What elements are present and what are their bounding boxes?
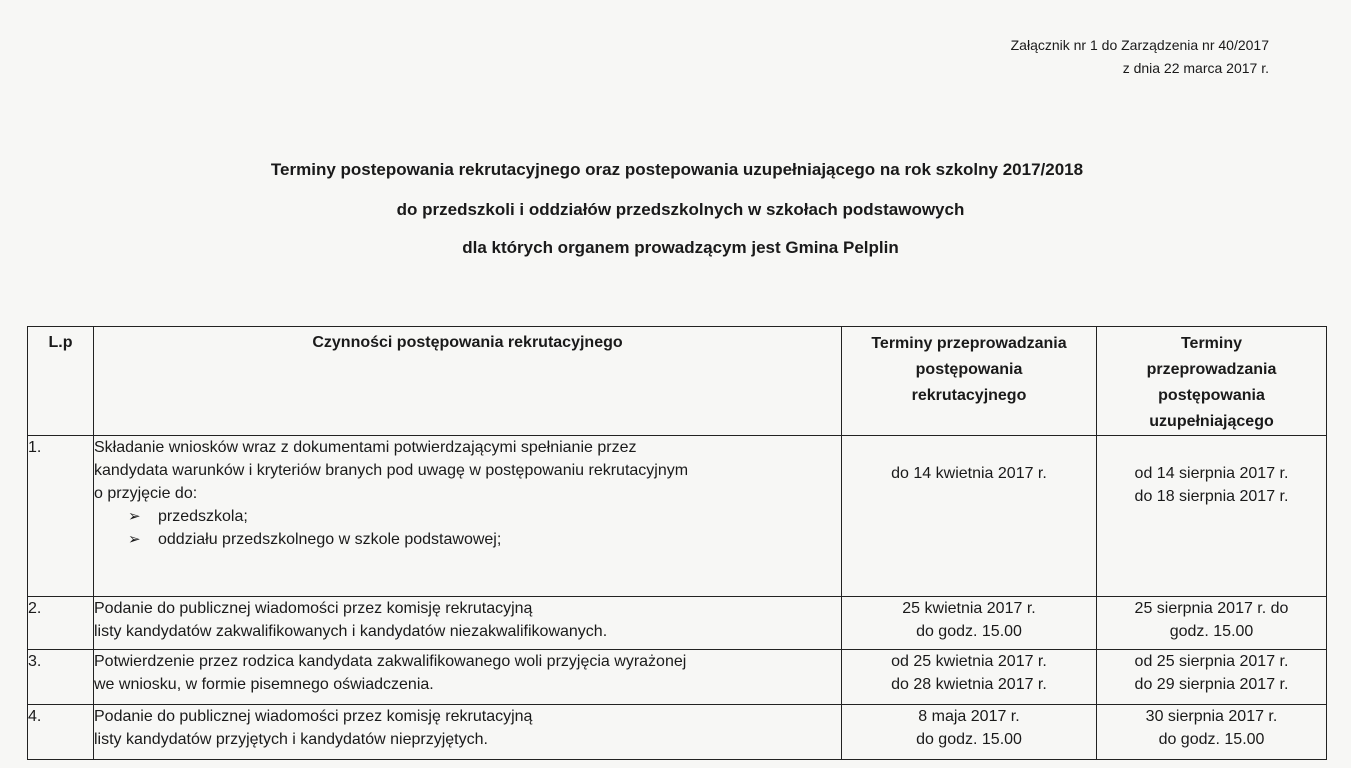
header-number: L.p [28, 327, 94, 436]
activity-line: Podanie do publicznej wiadomości przez komisję rekrutacyjną [94, 600, 533, 617]
header-term-supp-line: postępowania [1158, 387, 1265, 404]
term-line: od 14 sierpnia 2017 r. [1134, 465, 1289, 482]
row-number: 4. [28, 705, 94, 760]
row-number: 3. [28, 650, 94, 705]
activity-line: listy kandydatów przyjętych i kandydatów nieprzyjętych. [94, 731, 488, 748]
annex-line-1: Załącznik nr 1 do Zarządzenia nr 40/2017 [1010, 37, 1269, 53]
header-term-supp-line: Terminy [1180, 335, 1243, 352]
option-list [94, 505, 841, 551]
table-row [28, 597, 1327, 650]
activity-line: Podanie do publicznej wiadomości przez komisję rekrutacyjną [94, 708, 533, 725]
row-activity [94, 597, 842, 650]
row-term-supplementary [1097, 597, 1327, 650]
activity-line: Potwierdzenie przez rodzica kandydata zakwalifikowanego woli przyjęcia wyrażonej [94, 653, 687, 670]
term-line: 25 kwietnia 2017 r. [902, 600, 1036, 617]
row-term-main [842, 650, 1097, 705]
annex-line-2: z dnia 22 marca 2017 r. [1122, 60, 1269, 76]
activity-line: listy kandydatów zakwalifikowanych i kandydatów niezakwalifikowanych. [94, 623, 608, 640]
arrow-bullet-icon: ➢ [128, 531, 141, 548]
term-line: 8 maja 2017 r. [918, 708, 1020, 725]
option-label: oddziału przedszkolnego w szkole podstawowej; [158, 531, 502, 548]
term-line: godz. 15.00 [1169, 623, 1254, 640]
term-line: do 18 sierpnia 2017 r. [1134, 488, 1289, 505]
term-line: od 25 kwietnia 2017 r. [891, 653, 1047, 670]
activity-line: we wniosku, w formie pisemnego oświadczenia. [94, 676, 434, 693]
schedule-table [27, 326, 1327, 760]
header-term-main-line: postępowania [915, 361, 1023, 378]
term-line: 25 sierpnia 2017 r. do [1134, 600, 1289, 617]
title-line-3: dla których organem prowadzącym jest Gmina Pelplin [462, 238, 899, 257]
table-row [28, 705, 1327, 760]
header-activity: Czynności postępowania rekrutacyjnego [94, 327, 842, 436]
term-line: do 14 kwietnia 2017 r. [891, 465, 1047, 482]
annex-note [1011, 34, 1269, 80]
row-activity [94, 650, 842, 705]
row-term-main [842, 705, 1097, 760]
table-header-row [28, 327, 1327, 436]
term-line: do godz. 15.00 [916, 623, 1022, 640]
row-activity [94, 705, 842, 760]
activity-line: kandydata warunków i kryteriów branych pod uwagę w postępowaniu rekrutacyjnym [94, 462, 689, 479]
list-item [128, 505, 841, 528]
term-line: do godz. 15.00 [1158, 731, 1265, 748]
document-title [0, 158, 1351, 260]
arrow-bullet-icon: ➢ [128, 508, 141, 525]
table-row [28, 436, 1327, 597]
activity-line: o przyjęcie do: [94, 485, 198, 502]
option-label: przedszkola; [158, 508, 248, 525]
header-term-main-line: Terminy przeprowadzania [871, 335, 1067, 352]
header-term-main-line: rekrutacyjnego [911, 387, 1027, 404]
header-term-supp-line: uzupełniającego [1149, 413, 1274, 430]
row-term-supplementary [1097, 650, 1327, 705]
row-number: 1. [28, 436, 94, 597]
table-row [28, 650, 1327, 705]
term-line: od 25 sierpnia 2017 r. [1134, 653, 1289, 670]
term-line: do 28 kwietnia 2017 r. [891, 676, 1047, 693]
row-term-main [842, 436, 1097, 597]
title-line-2: do przedszkoli i oddziałów przedszkolnych w szkołach podstawowych [396, 200, 965, 219]
term-line: do 29 sierpnia 2017 r. [1134, 676, 1289, 693]
row-term-main [842, 597, 1097, 650]
activity-line: Składanie wniosków wraz z dokumentami potwierdzającymi spełnianie przez [94, 439, 637, 456]
term-line: 30 sierpnia 2017 r. [1145, 708, 1278, 725]
row-term-supplementary [1097, 705, 1327, 760]
row-number: 2. [28, 597, 94, 650]
header-term-supplementary [1097, 327, 1327, 436]
row-term-supplementary [1097, 436, 1327, 597]
list-item [128, 528, 841, 551]
header-term-supp-line: przeprowadzania [1146, 361, 1277, 378]
row-activity [94, 436, 842, 597]
term-line: do godz. 15.00 [916, 731, 1022, 748]
title-line-1: Terminy postepowania rekrutacyjnego oraz postepowania uzupełniającego na rok szkolny 2017/2018 [270, 160, 1084, 179]
header-term-main [842, 327, 1097, 436]
